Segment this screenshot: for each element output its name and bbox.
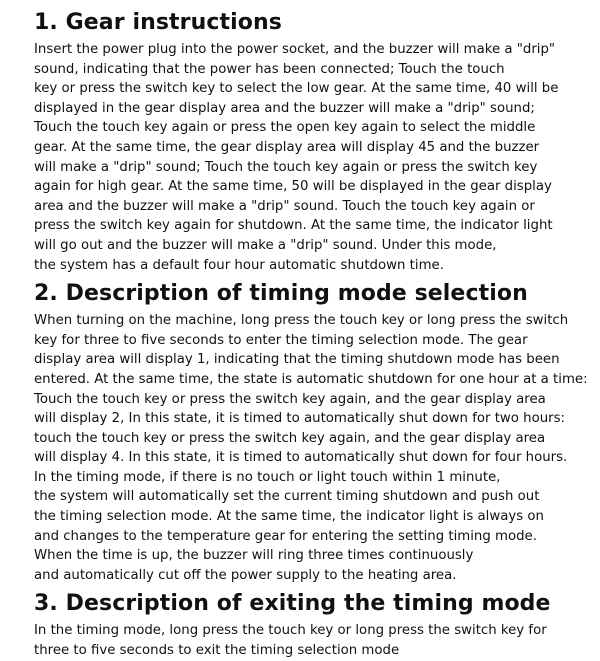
text-line: gear. At the same time, the gear display area will display 45 and the buzzer [34,139,540,155]
text-line: three to five seconds to exit the timing selection mode [34,643,400,659]
text-line: and changes to the temperature gear for entering the setting timing mode. [34,528,537,544]
section-body-gear-instructions [34,40,586,275]
text-line: and automatically cut off the power supply to the heating area. [34,567,457,583]
text-line: In the timing mode, if there is no touch or light touch within 1 minute, [34,469,501,485]
text-line: will go out and the buzzer will make a "drip" sound. Under this mode, [34,237,497,253]
section-title-gear-instructions: 1. Gear instructions [34,10,282,35]
text-line: When turning on the machine, long press the touch key or long press the switch [34,313,569,329]
text-line: entered. At the same time, the state is automatic shutdown for one hour at a time: [34,371,588,387]
text-line: the timing selection mode. At the same time, the indicator light is always on [34,509,544,525]
section-body-timing-mode-selection [34,311,586,585]
text-line: the system has a default four hour automatic shutdown time. [34,257,444,273]
text-line: again for high gear. At the same time, 50 will be displayed in the gear display [34,179,552,195]
section-title-timing-mode-selection: 2. Description of timing mode selection [34,281,528,307]
text-line: touch the touch key or press the switch key again, and the gear display area [34,430,546,446]
text-line: will display 2, In this state, it is timed to automatically shut down for two hours: [34,411,566,427]
text-line: will display 4. In this state, it is timed to automatically shut down for four hours. [34,450,568,466]
text-line: area and the buzzer will make a "drip" sound. Touch the touch key again or [34,198,535,214]
text-line: Touch the touch key again or press the open key again to select the middle [34,120,536,136]
text-line: displayed in the gear display area and the buzzer will make a "drip" sound; [34,100,535,116]
text-line: Touch the touch key or press the switch key again, and the gear display area [34,391,546,407]
text-line: press the switch key again for shutdown. At the same time, the indicator light [34,218,553,234]
text-line: display area will display 1, indicating that the timing shutdown mode has been [34,352,560,368]
text-line: will make a "drip" sound; Touch the touch key again or press the switch key [34,159,538,175]
text-line: Insert the power plug into the power socket, and the buzzer will make a "drip" [34,42,556,57]
text-line: key for three to five seconds to enter the timing selection mode. The gear [34,332,528,348]
text-line: the system will automatically set the current timing shutdown and push out [34,489,540,505]
text-line: In the timing mode, long press the touch key or long press the switch key for [34,623,547,639]
section-title-exiting-timing-mode: 3. Description of exiting the timing mode [34,591,551,617]
text-line: sound, indicating that the power has been connected; Touch the touch [34,61,505,77]
text-line: When the time is up, the buzzer will ring three times continuously [34,548,474,564]
text-line: key or press the switch key to select the low gear. At the same time, 40 will be [34,81,559,97]
section-body-exiting-timing-mode [34,621,586,660]
